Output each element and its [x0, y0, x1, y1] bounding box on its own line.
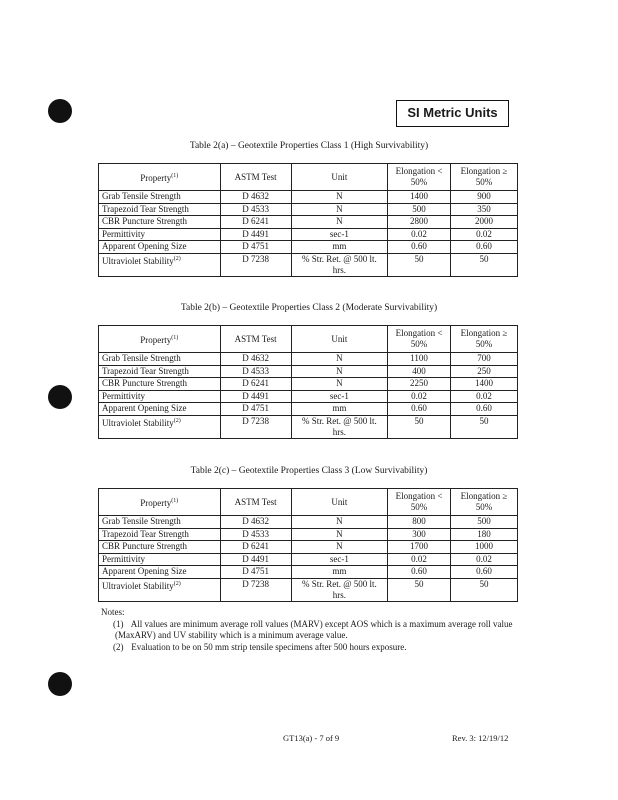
elongation-lt50-cell: 0.60 — [388, 403, 451, 416]
elongation-ge50-cell: 2000 — [450, 216, 517, 229]
astm-cell: D 4632 — [220, 516, 291, 529]
property-cell: Grab Tensile Strength — [99, 516, 221, 529]
elongation-ge50-cell: 0.02 — [450, 553, 517, 566]
table-header-row — [99, 489, 518, 516]
elongation-ge50-cell: 0.02 — [450, 228, 517, 241]
unit-cell: sec-1 — [291, 390, 387, 403]
table-row — [99, 241, 518, 254]
property-cell: CBR Puncture Strength — [99, 216, 221, 229]
notes-section — [101, 607, 521, 653]
table-row — [99, 403, 518, 416]
astm-cell: D 4533 — [220, 365, 291, 378]
astm-cell: D 7238 — [220, 415, 291, 438]
elongation-lt50-cell: 0.02 — [388, 390, 451, 403]
units-label-box: SI Metric Units — [396, 100, 509, 127]
astm-cell: D 6241 — [220, 378, 291, 391]
elongation-ge50-cell: 0.60 — [450, 566, 517, 579]
unit-cell: N — [291, 216, 387, 229]
unit-cell: N — [291, 516, 387, 529]
unit-cell: N — [291, 378, 387, 391]
table-row — [99, 191, 518, 204]
property-cell: Apparent Opening Size — [99, 566, 221, 579]
elongation-ge50-cell: 700 — [450, 353, 517, 366]
header-elongation-lt50: Elongation < 50% — [388, 489, 451, 516]
notes-title: Notes: — [101, 607, 125, 617]
table-caption-class3: Table 2(c) – Geotextile Properties Class 3 (Low Survivability) — [190, 466, 428, 476]
note-number: (1) — [113, 618, 124, 629]
table-header-row — [99, 326, 518, 353]
elongation-lt50-cell: 0.60 — [388, 241, 451, 254]
table-row — [99, 228, 518, 241]
header-unit: Unit — [291, 489, 387, 516]
elongation-ge50-cell: 250 — [450, 365, 517, 378]
property-cell: Permittivity — [99, 553, 221, 566]
table-row — [99, 216, 518, 229]
table-row — [99, 390, 518, 403]
header-elongation-ge50: Elongation ≥ 50% — [450, 164, 517, 191]
elongation-lt50-cell: 2250 — [388, 378, 451, 391]
property-cell: Trapezoid Tear Strength — [99, 203, 221, 216]
property-cell: Ultraviolet Stability$^{(2)}$ — [99, 253, 221, 276]
punch-hole-bottom — [48, 672, 72, 696]
header-elongation-ge50: Elongation ≥ 50% — [450, 326, 517, 353]
astm-cell: D 4751 — [220, 241, 291, 254]
note-item — [101, 642, 521, 654]
elongation-ge50-cell: 50 — [450, 415, 517, 438]
astm-cell: D 4751 — [220, 403, 291, 416]
elongation-lt50-cell: 0.02 — [388, 228, 451, 241]
elongation-lt50-cell: 2800 — [388, 216, 451, 229]
property-cell: Ultraviolet Stability$^{(2)}$ — [99, 578, 221, 601]
table-row — [99, 578, 518, 601]
elongation-ge50-cell: 1400 — [450, 378, 517, 391]
property-cell: Permittivity — [99, 228, 221, 241]
unit-cell: % Str. Ret. @ 500 lt. hrs. — [291, 415, 387, 438]
elongation-ge50-cell: 180 — [450, 528, 517, 541]
revision-date: Rev. 3: 12/19/12 — [452, 733, 509, 743]
geotextile-table-class1 — [98, 163, 518, 277]
table-caption-class1: Table 2(a) – Geotextile Properties Class 1 (High Survivability) — [189, 141, 429, 151]
elongation-lt50-cell: 1700 — [388, 541, 451, 554]
table-row — [99, 516, 518, 529]
table-row — [99, 528, 518, 541]
property-cell: Ultraviolet Stability$^{(2)}$ — [99, 415, 221, 438]
note-item — [101, 619, 521, 642]
unit-cell: N — [291, 203, 387, 216]
property-cell: Permittivity — [99, 390, 221, 403]
elongation-lt50-cell: 300 — [388, 528, 451, 541]
elongation-ge50-cell: 350 — [450, 203, 517, 216]
footnote-marker: (2) — [173, 417, 181, 424]
header-astm-test: ASTM Test — [220, 326, 291, 353]
astm-cell: D 7238 — [220, 578, 291, 601]
header-elongation-ge50: Elongation ≥ 50% — [450, 489, 517, 516]
astm-cell: D 4533 — [220, 203, 291, 216]
page-number: GT13(a) - 7 of 9 — [283, 733, 340, 743]
note-number: (2) — [113, 641, 124, 652]
elongation-lt50-cell: 50 — [388, 578, 451, 601]
elongation-lt50-cell: 500 — [388, 203, 451, 216]
unit-cell: N — [291, 191, 387, 204]
footnote-marker: (1) — [171, 334, 179, 341]
geotextile-table-class3 — [98, 488, 518, 602]
astm-cell: D 4632 — [220, 353, 291, 366]
note-text: Evaluation to be on 50 mm strip tensile specimens after 500 hours exposure. — [131, 641, 407, 652]
header-unit: Unit — [291, 326, 387, 353]
property-cell: Grab Tensile Strength — [99, 191, 221, 204]
footnote-marker: (2) — [173, 580, 181, 587]
header-elongation-lt50: Elongation < 50% — [388, 326, 451, 353]
astm-cell: D 4491 — [220, 228, 291, 241]
elongation-ge50-cell: 500 — [450, 516, 517, 529]
astm-cell: D 6241 — [220, 216, 291, 229]
astm-cell: D 4751 — [220, 566, 291, 579]
table-row — [99, 365, 518, 378]
property-cell: Trapezoid Tear Strength — [99, 528, 221, 541]
elongation-ge50-cell: 50 — [450, 253, 517, 276]
astm-cell: D 7238 — [220, 253, 291, 276]
unit-cell: mm — [291, 566, 387, 579]
elongation-lt50-cell: 50 — [388, 253, 451, 276]
elongation-lt50-cell: 800 — [388, 516, 451, 529]
elongation-ge50-cell: 0.60 — [450, 241, 517, 254]
table-row — [99, 566, 518, 579]
unit-cell: % Str. Ret. @ 500 lt. hrs. — [291, 253, 387, 276]
property-cell: Trapezoid Tear Strength — [99, 365, 221, 378]
astm-cell: D 6241 — [220, 541, 291, 554]
table-row — [99, 253, 518, 276]
unit-cell: sec-1 — [291, 228, 387, 241]
footnote-marker: (1) — [171, 172, 179, 179]
table-row — [99, 415, 518, 438]
elongation-ge50-cell: 50 — [450, 578, 517, 601]
elongation-lt50-cell: 400 — [388, 365, 451, 378]
astm-cell: D 4491 — [220, 553, 291, 566]
property-cell: CBR Puncture Strength — [99, 541, 221, 554]
table-row — [99, 378, 518, 391]
property-cell: CBR Puncture Strength — [99, 378, 221, 391]
unit-cell: mm — [291, 241, 387, 254]
table-row — [99, 553, 518, 566]
elongation-lt50-cell: 0.60 — [388, 566, 451, 579]
elongation-ge50-cell: 900 — [450, 191, 517, 204]
header-property: Property$^{(1)}$ — [99, 326, 221, 353]
elongation-lt50-cell: 50 — [388, 415, 451, 438]
astm-cell: D 4632 — [220, 191, 291, 204]
property-cell: Grab Tensile Strength — [99, 353, 221, 366]
table-row — [99, 203, 518, 216]
elongation-lt50-cell: 1100 — [388, 353, 451, 366]
header-astm-test: ASTM Test — [220, 489, 291, 516]
property-cell: Apparent Opening Size — [99, 403, 221, 416]
unit-cell: N — [291, 365, 387, 378]
footnote-marker: (2) — [173, 255, 181, 262]
elongation-lt50-cell: 0.02 — [388, 553, 451, 566]
elongation-ge50-cell: 0.60 — [450, 403, 517, 416]
unit-cell: mm — [291, 403, 387, 416]
table-row — [99, 541, 518, 554]
unit-cell: % Str. Ret. @ 500 lt. hrs. — [291, 578, 387, 601]
header-astm-test: ASTM Test — [220, 164, 291, 191]
note-text: All values are minimum average roll values (MARV) except AOS which is a maximum average roll value (MaxARV) and UV stability which is a minimum average value. — [115, 618, 513, 640]
table-header-row — [99, 164, 518, 191]
header-property: Property$^{(1)}$ — [99, 489, 221, 516]
punch-hole-middle — [48, 385, 72, 409]
unit-cell: N — [291, 353, 387, 366]
table-caption-class2: Table 2(b) – Geotextile Properties Class 2 (Moderate Survivability) — [180, 303, 438, 313]
property-cell: Apparent Opening Size — [99, 241, 221, 254]
unit-cell: N — [291, 528, 387, 541]
footnote-marker: (1) — [171, 497, 179, 504]
unit-cell: sec-1 — [291, 553, 387, 566]
header-elongation-lt50: Elongation < 50% — [388, 164, 451, 191]
elongation-ge50-cell: 1000 — [450, 541, 517, 554]
astm-cell: D 4491 — [220, 390, 291, 403]
astm-cell: D 4533 — [220, 528, 291, 541]
punch-hole-top — [48, 99, 72, 123]
elongation-lt50-cell: 1400 — [388, 191, 451, 204]
header-property: Property$^{(1)}$ — [99, 164, 221, 191]
table-row — [99, 353, 518, 366]
elongation-ge50-cell: 0.02 — [450, 390, 517, 403]
geotextile-table-class2 — [98, 325, 518, 439]
unit-cell: N — [291, 541, 387, 554]
header-unit: Unit — [291, 164, 387, 191]
